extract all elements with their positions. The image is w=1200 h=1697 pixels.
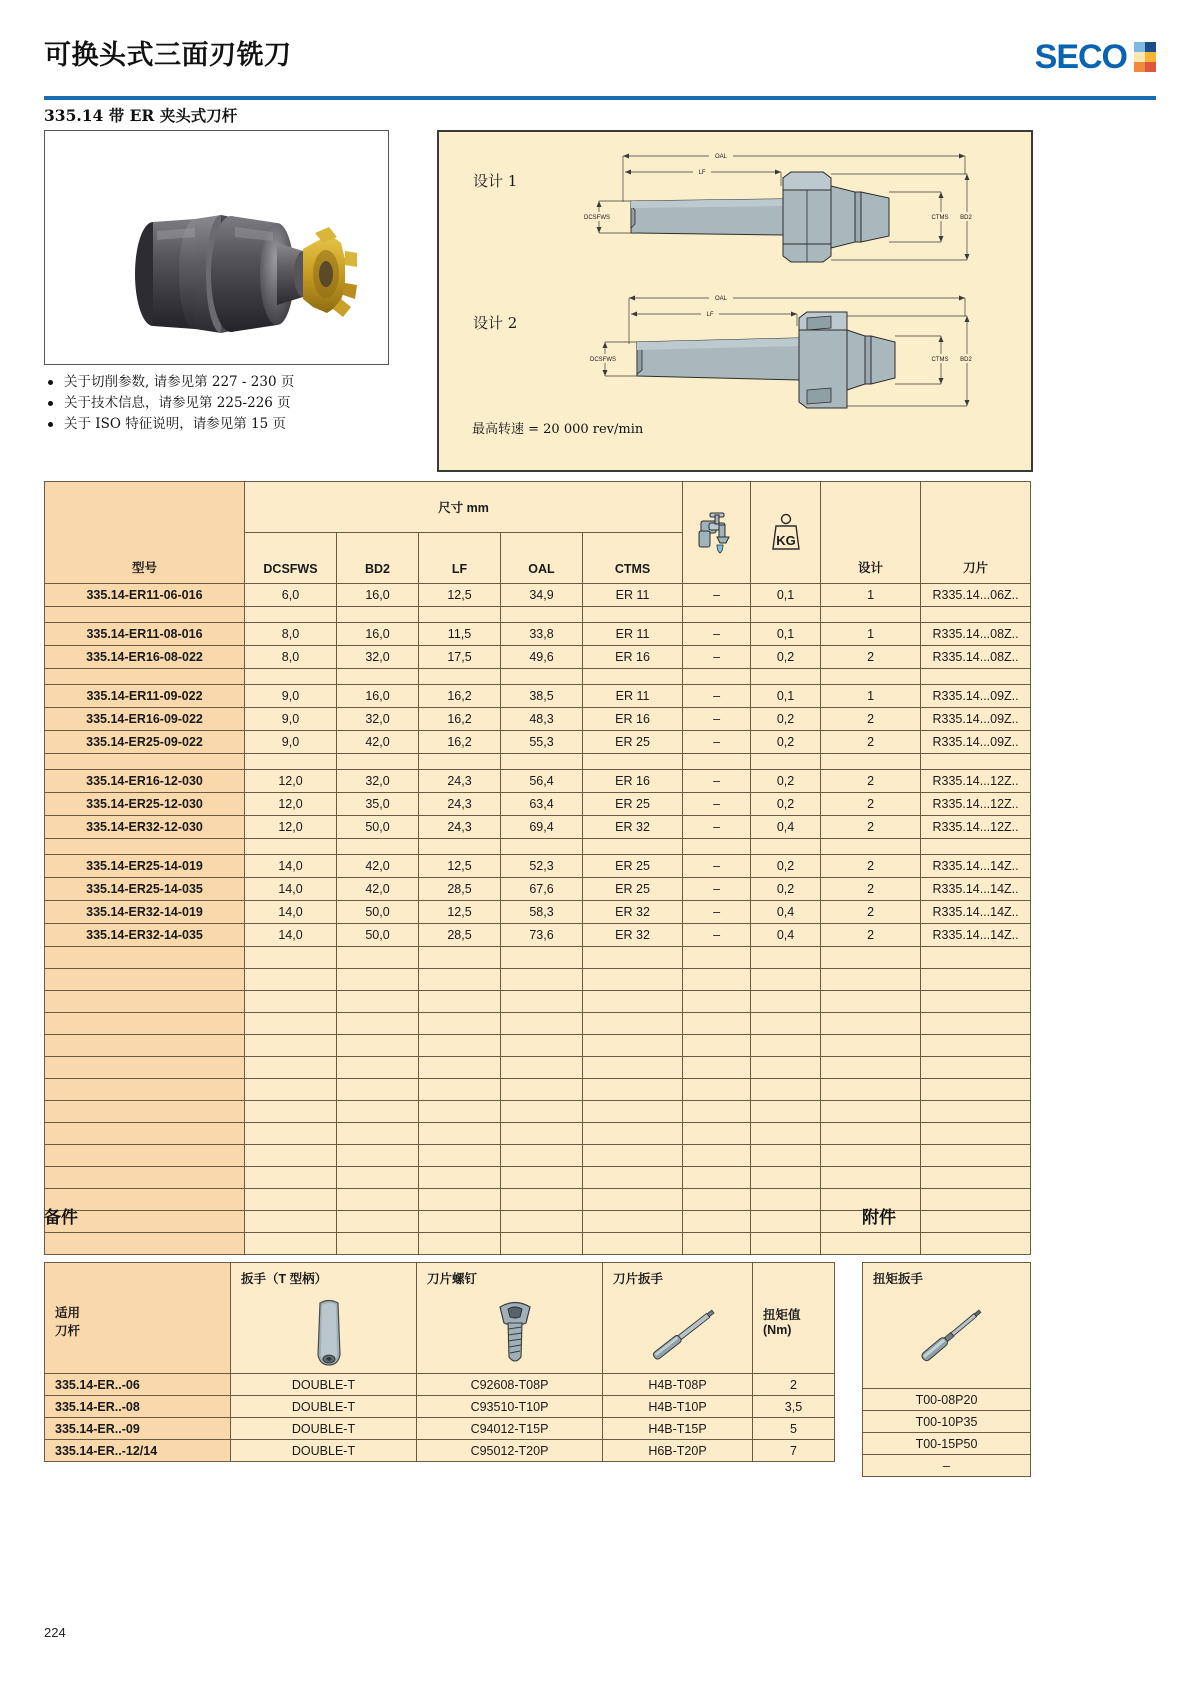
table-empty-row bbox=[45, 969, 1031, 991]
cell-screw: C95012-T20P bbox=[417, 1440, 603, 1462]
faucet-icon bbox=[697, 507, 737, 559]
cell-design: 1 bbox=[821, 685, 921, 708]
col-header-weight bbox=[751, 482, 821, 584]
page-number: 224 bbox=[44, 1625, 66, 1640]
cell-designation: 335.14-ER16-08-022 bbox=[45, 646, 245, 669]
cell-coolant: – bbox=[683, 924, 751, 947]
cell-screw: C94012-T15P bbox=[417, 1418, 603, 1440]
insert-screw-icon bbox=[492, 1293, 538, 1373]
svg-text:BD2: BD2 bbox=[960, 357, 972, 363]
cell-bd2: 32,0 bbox=[337, 770, 419, 793]
spare-header-torque-line2: (Nm) bbox=[763, 1323, 792, 1337]
accessories-header-label: 扭矩扳手 bbox=[873, 1272, 924, 1286]
table-row[interactable] bbox=[45, 793, 1031, 816]
cell-lf: 12,5 bbox=[419, 584, 501, 607]
cell-oal: 34,9 bbox=[501, 584, 583, 607]
table-group-spacer bbox=[45, 607, 1031, 623]
cell-dcsfws: 14,0 bbox=[245, 878, 337, 901]
accessories-row[interactable] bbox=[863, 1389, 1031, 1411]
cell-lf: 16,2 bbox=[419, 708, 501, 731]
seco-logo bbox=[1035, 40, 1156, 74]
cell-lf: 24,3 bbox=[419, 816, 501, 839]
table-empty-row bbox=[45, 1035, 1031, 1057]
seco-logo-mark bbox=[1134, 42, 1156, 72]
cell-lf: 12,5 bbox=[419, 855, 501, 878]
cell-weight: 0,2 bbox=[751, 855, 821, 878]
cell-insert: R335.14...08Z.. bbox=[921, 623, 1031, 646]
cell-weight: 0,2 bbox=[751, 708, 821, 731]
cell-bd2: 16,0 bbox=[337, 623, 419, 646]
reference-notes bbox=[46, 372, 426, 435]
accessories-row[interactable] bbox=[863, 1433, 1031, 1455]
spare-header-torque bbox=[753, 1263, 835, 1374]
cell-insert: R335.14...14Z.. bbox=[921, 901, 1031, 924]
spare-header-wrench-label: 扳手（T 型柄） bbox=[241, 1272, 328, 1286]
accessories-table bbox=[862, 1262, 1031, 1477]
t-handle-wrench-icon bbox=[298, 1295, 360, 1373]
cell-insert: R335.14...09Z.. bbox=[921, 731, 1031, 754]
table-row[interactable] bbox=[45, 816, 1031, 839]
cell-design: 2 bbox=[821, 731, 921, 754]
cell-insert: R335.14...06Z.. bbox=[921, 584, 1031, 607]
cell-designation: 335.14-ER11-08-016 bbox=[45, 623, 245, 646]
cell-holder: 335.14-ER..-12/14 bbox=[45, 1440, 231, 1462]
cell-weight: 0,1 bbox=[751, 685, 821, 708]
cell-coolant: – bbox=[683, 584, 751, 607]
svg-text:OAL: OAL bbox=[714, 296, 728, 302]
weight-kg-icon bbox=[763, 509, 809, 557]
cell-torque: 3,5 bbox=[753, 1396, 835, 1418]
cell-dcsfws: 8,0 bbox=[245, 623, 337, 646]
col-header-design: 设计 bbox=[821, 482, 921, 584]
cell-coolant: – bbox=[683, 731, 751, 754]
cell-ctms: ER 25 bbox=[583, 731, 683, 754]
cell-coolant: – bbox=[683, 878, 751, 901]
cell-holder: 335.14-ER..-08 bbox=[45, 1396, 231, 1418]
cell-design: 2 bbox=[821, 770, 921, 793]
cell-dcsfws: 12,0 bbox=[245, 816, 337, 839]
table-row[interactable] bbox=[45, 646, 1031, 669]
table-empty-row bbox=[45, 947, 1031, 969]
cell-insert: R335.14...14Z.. bbox=[921, 878, 1031, 901]
cell-designation: 335.14-ER25-09-022 bbox=[45, 731, 245, 754]
table-row[interactable] bbox=[45, 855, 1031, 878]
accessories-row[interactable] bbox=[863, 1455, 1031, 1477]
col-header-dcsfws: DCSFWS bbox=[245, 533, 337, 584]
note-item: 关于 ISO 特征说明，请参见第 15 页 bbox=[46, 414, 426, 435]
svg-text:CTMS: CTMS bbox=[931, 215, 949, 221]
spare-header-holder-line2: 刀杆 bbox=[55, 1324, 81, 1338]
cell-torque: 7 bbox=[753, 1440, 835, 1462]
accessories-row[interactable] bbox=[863, 1411, 1031, 1433]
table-group-spacer bbox=[45, 839, 1031, 855]
cell-design: 2 bbox=[821, 708, 921, 731]
cell-coolant: – bbox=[683, 816, 751, 839]
cell-dcsfws: 12,0 bbox=[245, 793, 337, 816]
max-speed-note: 最高转速 = 20 000 rev/min bbox=[472, 422, 644, 437]
svg-text:BD2: BD2 bbox=[960, 215, 972, 221]
cell-oal: 63,4 bbox=[501, 793, 583, 816]
table-empty-row bbox=[45, 1079, 1031, 1101]
cell-ctms: ER 11 bbox=[583, 584, 683, 607]
cell-oal: 38,5 bbox=[501, 685, 583, 708]
col-header-insert: 刀片 bbox=[921, 482, 1031, 584]
spare-header-torque-line1: 扭矩值 bbox=[763, 1308, 801, 1322]
table-row[interactable] bbox=[45, 623, 1031, 646]
cell-coolant: – bbox=[683, 685, 751, 708]
cell-wrench: DOUBLE-T bbox=[231, 1374, 417, 1396]
table-empty-row bbox=[45, 1123, 1031, 1145]
accessories-header bbox=[863, 1263, 1031, 1389]
technical-diagram-box bbox=[437, 130, 1033, 472]
cell-oal: 67,6 bbox=[501, 878, 583, 901]
cell-coolant: – bbox=[683, 770, 751, 793]
cell-insert: R335.14...14Z.. bbox=[921, 855, 1031, 878]
cell-torque-wrench: T00-15P50 bbox=[863, 1433, 1031, 1455]
cell-bd2: 50,0 bbox=[337, 816, 419, 839]
design-1-label: 设计 1 bbox=[473, 172, 518, 190]
cell-insert: R335.14...08Z.. bbox=[921, 646, 1031, 669]
cell-oal: 56,4 bbox=[501, 770, 583, 793]
cell-screw: C93510-T10P bbox=[417, 1396, 603, 1418]
cell-bd2: 16,0 bbox=[337, 584, 419, 607]
table-empty-row bbox=[45, 1167, 1031, 1189]
svg-text:CTMS: CTMS bbox=[931, 357, 949, 363]
spare-parts-row[interactable] bbox=[45, 1418, 835, 1440]
cell-weight: 0,4 bbox=[751, 901, 821, 924]
design-2-drawing bbox=[559, 282, 1019, 422]
table-row[interactable] bbox=[45, 708, 1031, 731]
spare-header-holder bbox=[45, 1263, 231, 1374]
cell-weight: 0,1 bbox=[751, 584, 821, 607]
svg-text:DCSFWS: DCSFWS bbox=[590, 357, 616, 363]
table-header-group bbox=[45, 482, 1031, 533]
cell-designation: 335.14-ER11-09-022 bbox=[45, 685, 245, 708]
cell-key: H6B-T20P bbox=[603, 1440, 753, 1462]
cell-ctms: ER 16 bbox=[583, 646, 683, 669]
spare-header-holder-line1: 适用 bbox=[55, 1306, 81, 1320]
cell-oal: 55,3 bbox=[501, 731, 583, 754]
table-group-spacer bbox=[45, 669, 1031, 685]
cell-design: 1 bbox=[821, 623, 921, 646]
cell-designation: 335.14-ER16-12-030 bbox=[45, 770, 245, 793]
cell-weight: 0,2 bbox=[751, 770, 821, 793]
table-row[interactable] bbox=[45, 770, 1031, 793]
spare-header-screw-label: 刀片螺钉 bbox=[427, 1272, 478, 1286]
cell-bd2: 32,0 bbox=[337, 646, 419, 669]
table-empty-row bbox=[45, 1233, 1031, 1255]
col-header-designation: 型号 bbox=[45, 482, 245, 584]
spare-parts-title: 备件 bbox=[44, 1208, 78, 1228]
cell-ctms: ER 25 bbox=[583, 793, 683, 816]
cell-dcsfws: 14,0 bbox=[245, 855, 337, 878]
cell-dcsfws: 9,0 bbox=[245, 731, 337, 754]
product-specification-table bbox=[44, 481, 1031, 1255]
col-header-bd2: BD2 bbox=[337, 533, 419, 584]
cell-design: 2 bbox=[821, 878, 921, 901]
cell-designation: 335.14-ER11-06-016 bbox=[45, 584, 245, 607]
product-photo-box bbox=[44, 130, 389, 365]
cell-dcsfws: 8,0 bbox=[245, 646, 337, 669]
spare-parts-row[interactable] bbox=[45, 1440, 835, 1462]
cell-design: 2 bbox=[821, 816, 921, 839]
table-empty-row bbox=[45, 1013, 1031, 1035]
table-empty-row bbox=[45, 1101, 1031, 1123]
cell-lf: 12,5 bbox=[419, 901, 501, 924]
cell-weight: 0,1 bbox=[751, 623, 821, 646]
accessories-title: 附件 bbox=[862, 1208, 896, 1228]
table-row[interactable] bbox=[45, 878, 1031, 901]
cell-oal: 33,8 bbox=[501, 623, 583, 646]
cell-bd2: 42,0 bbox=[337, 731, 419, 754]
cell-ctms: ER 32 bbox=[583, 901, 683, 924]
table-group-spacer bbox=[45, 754, 1031, 770]
cell-ctms: ER 11 bbox=[583, 623, 683, 646]
torque-wrench-icon bbox=[904, 1291, 1000, 1377]
page-title: 可换头式三面刃铣刀 bbox=[44, 40, 292, 71]
cell-coolant: – bbox=[683, 855, 751, 878]
cell-dcsfws: 6,0 bbox=[245, 584, 337, 607]
cell-wrench: DOUBLE-T bbox=[231, 1440, 417, 1462]
cell-designation: 335.14-ER25-12-030 bbox=[45, 793, 245, 816]
cell-weight: 0,2 bbox=[751, 731, 821, 754]
seco-wordmark: SECO bbox=[1034, 38, 1127, 76]
spare-header-wrench bbox=[231, 1263, 417, 1374]
cell-coolant: – bbox=[683, 901, 751, 924]
table-row[interactable] bbox=[45, 731, 1031, 754]
page-header bbox=[44, 36, 1156, 94]
spare-parts-row[interactable] bbox=[45, 1374, 835, 1396]
cell-lf: 16,2 bbox=[419, 731, 501, 754]
cell-dcsfws: 9,0 bbox=[245, 685, 337, 708]
cell-ctms: ER 25 bbox=[583, 878, 683, 901]
col-header-ctms: CTMS bbox=[583, 533, 683, 584]
cell-torque-wrench: T00-10P35 bbox=[863, 1411, 1031, 1433]
svg-text:DCSFWS: DCSFWS bbox=[584, 215, 610, 221]
cell-designation: 335.14-ER32-12-030 bbox=[45, 816, 245, 839]
svg-text:LF: LF bbox=[706, 312, 714, 318]
cell-design: 1 bbox=[821, 584, 921, 607]
cell-bd2: 50,0 bbox=[337, 924, 419, 947]
cell-insert: R335.14...12Z.. bbox=[921, 770, 1031, 793]
cell-oal: 52,3 bbox=[501, 855, 583, 878]
cell-designation: 335.14-ER16-09-022 bbox=[45, 708, 245, 731]
cell-design: 2 bbox=[821, 855, 921, 878]
cell-designation: 335.14-ER25-14-019 bbox=[45, 855, 245, 878]
cell-coolant: – bbox=[683, 646, 751, 669]
cell-torque: 2 bbox=[753, 1374, 835, 1396]
product-photo bbox=[45, 131, 388, 364]
spare-header-row bbox=[45, 1263, 835, 1374]
cell-screw: C92608-T08P bbox=[417, 1374, 603, 1396]
spare-header-key bbox=[603, 1263, 753, 1374]
spare-header-screw bbox=[417, 1263, 603, 1374]
cell-coolant: – bbox=[683, 708, 751, 731]
cell-bd2: 35,0 bbox=[337, 793, 419, 816]
col-header-lf: LF bbox=[419, 533, 501, 584]
cell-insert: R335.14...09Z.. bbox=[921, 685, 1031, 708]
cell-holder: 335.14-ER..-09 bbox=[45, 1418, 231, 1440]
cell-designation: 335.14-ER32-14-019 bbox=[45, 901, 245, 924]
cell-dcsfws: 9,0 bbox=[245, 708, 337, 731]
cell-bd2: 16,0 bbox=[337, 685, 419, 708]
design-1-drawing bbox=[559, 140, 1019, 280]
svg-text:OAL: OAL bbox=[714, 154, 728, 160]
cell-design: 2 bbox=[821, 793, 921, 816]
cell-weight: 0,4 bbox=[751, 816, 821, 839]
cell-ctms: ER 16 bbox=[583, 770, 683, 793]
col-header-coolant bbox=[683, 482, 751, 584]
col-group-header-dimensions: 尺寸 mm bbox=[245, 482, 683, 533]
cell-bd2: 42,0 bbox=[337, 855, 419, 878]
cell-ctms: ER 16 bbox=[583, 708, 683, 731]
cell-bd2: 32,0 bbox=[337, 708, 419, 731]
spare-header-key-label: 刀片扳手 bbox=[613, 1272, 664, 1286]
cell-lf: 16,2 bbox=[419, 685, 501, 708]
cell-dcsfws: 14,0 bbox=[245, 901, 337, 924]
table-empty-row bbox=[45, 991, 1031, 1013]
header-divider bbox=[44, 96, 1156, 100]
note-item: 关于技术信息，请参见第 225-226 页 bbox=[46, 393, 426, 414]
cell-coolant: – bbox=[683, 623, 751, 646]
cell-dcsfws: 12,0 bbox=[245, 770, 337, 793]
design-2-label: 设计 2 bbox=[473, 314, 518, 332]
cell-key: H4B-T15P bbox=[603, 1418, 753, 1440]
cell-oal: 69,4 bbox=[501, 816, 583, 839]
spare-parts-table bbox=[44, 1262, 835, 1462]
cell-bd2: 50,0 bbox=[337, 901, 419, 924]
cell-wrench: DOUBLE-T bbox=[231, 1396, 417, 1418]
table-empty-row bbox=[45, 1057, 1031, 1079]
cell-weight: 0,2 bbox=[751, 793, 821, 816]
cell-lf: 24,3 bbox=[419, 793, 501, 816]
cell-weight: 0,2 bbox=[751, 646, 821, 669]
table-row[interactable] bbox=[45, 901, 1031, 924]
accessories-header-row bbox=[863, 1263, 1031, 1389]
cell-oal: 73,6 bbox=[501, 924, 583, 947]
cell-wrench: DOUBLE-T bbox=[231, 1418, 417, 1440]
note-item: 关于切削参数, 请参见第 227 - 230 页 bbox=[46, 372, 426, 393]
cell-design: 2 bbox=[821, 924, 921, 947]
cell-torque-wrench: T00-08P20 bbox=[863, 1389, 1031, 1411]
cell-dcsfws: 14,0 bbox=[245, 924, 337, 947]
cell-key: H4B-T08P bbox=[603, 1374, 753, 1396]
cell-torque: 5 bbox=[753, 1418, 835, 1440]
cell-insert: R335.14...12Z.. bbox=[921, 816, 1031, 839]
cell-oal: 58,3 bbox=[501, 901, 583, 924]
spare-parts-row[interactable] bbox=[45, 1396, 835, 1418]
cell-ctms: ER 32 bbox=[583, 816, 683, 839]
cell-designation: 335.14-ER32-14-035 bbox=[45, 924, 245, 947]
cell-torque-wrench: – bbox=[863, 1455, 1031, 1477]
cell-oal: 48,3 bbox=[501, 708, 583, 731]
cell-holder: 335.14-ER..-06 bbox=[45, 1374, 231, 1396]
cell-design: 2 bbox=[821, 901, 921, 924]
table-row[interactable] bbox=[45, 685, 1031, 708]
insert-key-icon bbox=[633, 1295, 733, 1373]
cell-insert: R335.14...09Z.. bbox=[921, 708, 1031, 731]
svg-text:KG: KG bbox=[775, 532, 796, 548]
cell-bd2: 42,0 bbox=[337, 878, 419, 901]
cell-coolant: – bbox=[683, 793, 751, 816]
cell-lf: 17,5 bbox=[419, 646, 501, 669]
cell-designation: 335.14-ER25-14-035 bbox=[45, 878, 245, 901]
table-empty-row bbox=[45, 1145, 1031, 1167]
cell-lf: 28,5 bbox=[419, 924, 501, 947]
cell-lf: 24,3 bbox=[419, 770, 501, 793]
cell-weight: 0,4 bbox=[751, 924, 821, 947]
col-header-oal: OAL bbox=[501, 533, 583, 584]
cell-lf: 11,5 bbox=[419, 623, 501, 646]
section-subtitle: 335.14 带 ER 夹头式刀杆 bbox=[44, 106, 238, 125]
cell-oal: 49,6 bbox=[501, 646, 583, 669]
table-row[interactable] bbox=[45, 924, 1031, 947]
cell-design: 2 bbox=[821, 646, 921, 669]
svg-text:LF: LF bbox=[698, 170, 706, 176]
cell-ctms: ER 32 bbox=[583, 924, 683, 947]
cell-ctms: ER 25 bbox=[583, 855, 683, 878]
cell-insert: R335.14...14Z.. bbox=[921, 924, 1031, 947]
table-row[interactable] bbox=[45, 584, 1031, 607]
cell-weight: 0,2 bbox=[751, 878, 821, 901]
cell-lf: 28,5 bbox=[419, 878, 501, 901]
cell-insert: R335.14...12Z.. bbox=[921, 793, 1031, 816]
cell-key: H4B-T10P bbox=[603, 1396, 753, 1418]
cell-ctms: ER 11 bbox=[583, 685, 683, 708]
